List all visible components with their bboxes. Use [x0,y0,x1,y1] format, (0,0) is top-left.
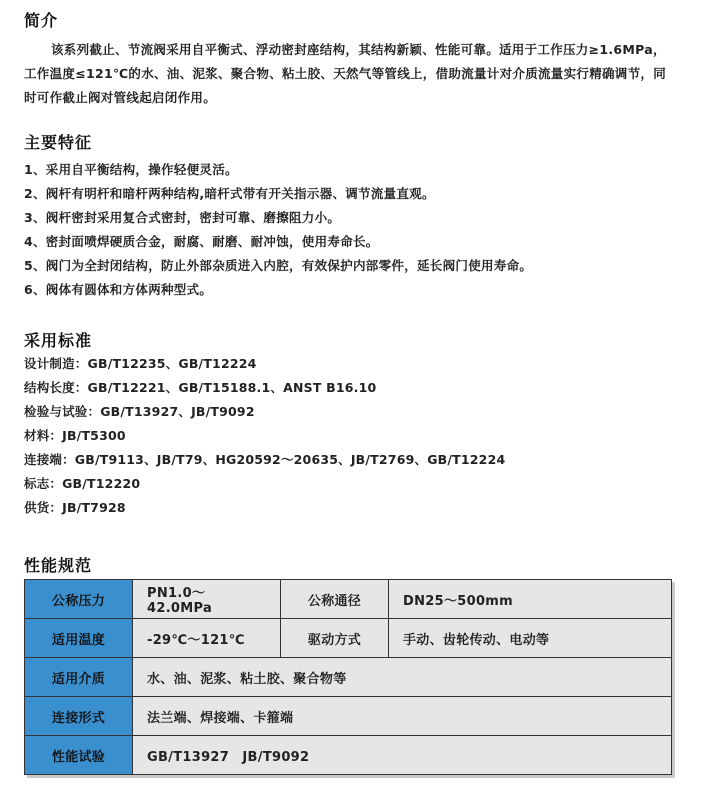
standard-item: 材料：JB/T5300 [24,428,126,443]
feature-item: 5、阀门为全封闭结构，防止外部杂质进入内腔，有效保护内部零件，延长阀门使用寿命。 [24,258,533,273]
spec-key: 适用介质 [25,658,133,697]
features-title: 主要特征 [24,133,93,152]
spec-value: 法兰端、焊接端、卡箍端 [133,697,672,736]
spec-key: 公称压力 [25,580,133,619]
spec-key: 连接形式 [25,697,133,736]
feature-item: 3、阀杆密封采用复合式密封，密封可靠、磨擦阻力小。 [24,210,341,225]
standard-item: 标志：GB/T12220 [24,476,141,491]
spec-table [24,579,672,775]
standard-item: 检验与试验：GB/T13927、JB/T9092 [24,404,255,419]
spec-value: GB/T13927 JB/T9092 [133,736,672,775]
spec-key-secondary: 驱动方式 [281,619,389,658]
intro-title: 简介 [24,11,59,30]
spec-row [25,658,672,697]
spec-row [25,697,672,736]
feature-item: 6、阀体有圆体和方体两种型式。 [24,282,213,297]
intro-paragraph: 该系列截止、节流阀采用自平衡式、浮动密封座结构，其结构新颖、性能可靠。适用于工作压力≥1.6MPa，工作温度≤121℃的水、油、泥浆、聚合物、粘土胶、天然气等管线上，借助流量计对介质流量实行精确调节，同时可作截止阀对管线起启闭作用。 [24,42,667,105]
features-list [24,158,684,302]
spec-title: 性能规范 [24,556,93,575]
standard-item: 连接端：GB/T9113、JB/T79、HG20592～20635、JB/T2769、GB/T12224 [24,452,506,467]
standard-item: 结构长度：GB/T12221、GB/T15188.1、ANST B16.10 [24,380,377,395]
standard-item: 设计制造：GB/T12235、GB/T12224 [24,356,257,371]
spec-value: PN1.0～42.0MPa [133,580,281,619]
spec-row [25,736,672,775]
spec-value: 手动、齿轮传动、电动等 [389,619,672,658]
spec-key: 适用温度 [25,619,133,658]
spec-value: 水、油、泥浆、粘土胶、聚合物等 [133,658,672,697]
standards-list [24,352,684,520]
feature-item: 1、采用自平衡结构，操作轻便灵活。 [24,162,238,177]
spec-key-secondary: 公称通径 [281,580,389,619]
standard-item: 供货：JB/T7928 [24,500,126,515]
feature-item: 4、密封面喷焊硬质合金，耐腐、耐磨、耐冲蚀，使用寿命长。 [24,234,379,249]
spec-value: -29℃～121℃ [133,619,281,658]
spec-key: 性能试验 [25,736,133,775]
feature-item: 2、阀杆有明杆和暗杆两种结构,暗杆式带有开关指示器、调节流量直观。 [24,186,435,201]
standards-title: 采用标准 [24,331,93,350]
spec-row [25,580,672,619]
spec-value: DN25～500mm [389,580,672,619]
spec-row [25,619,672,658]
